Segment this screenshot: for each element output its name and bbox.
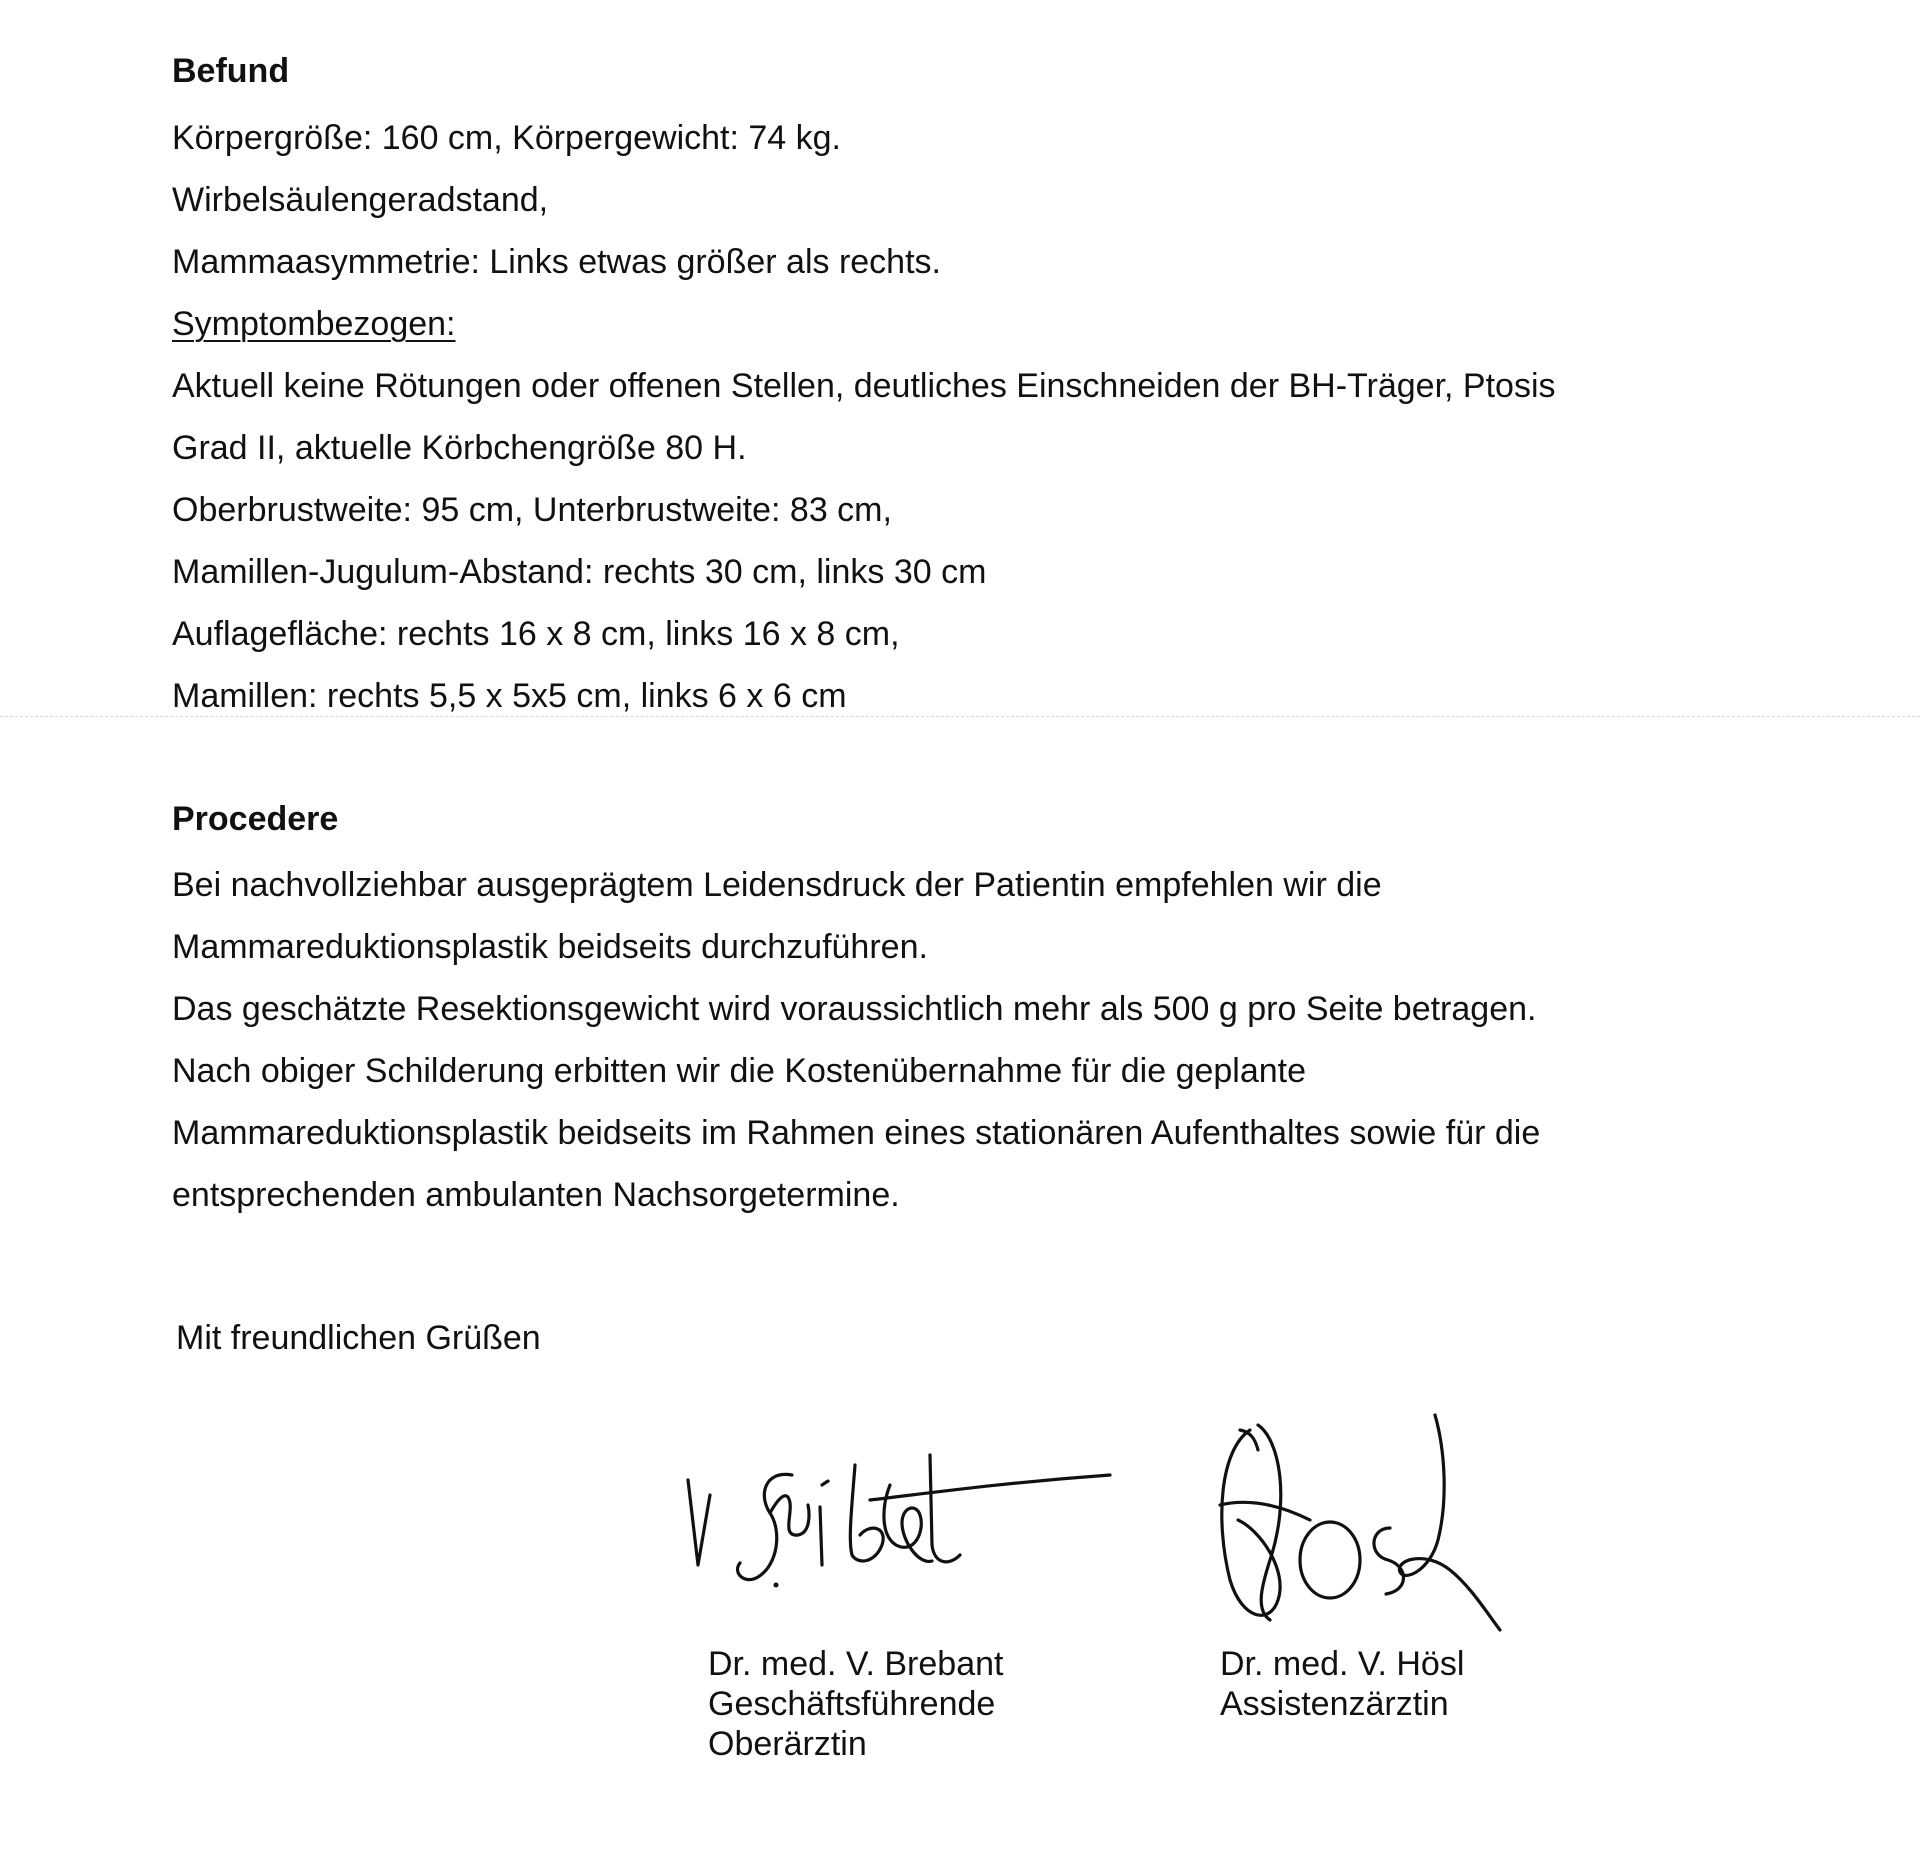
procedere-line: Nach obiger Schilderung erbitten wir die Kostenübernahme für die geplante	[172, 1052, 1307, 1090]
befund-lines	[172, 107, 1772, 727]
befund-line: Körpergröße: 160 cm, Körpergewicht: 74 kg.	[172, 119, 841, 157]
befund-line: Mamillen: rechts 5,5 x 5x5 cm, links 6 x 6 cm	[172, 677, 847, 715]
befund-section	[172, 52, 1772, 727]
signer-brebant	[708, 1644, 1003, 1764]
befund-line: Mammaasymmetrie: Links etwas größer als rechts.	[172, 243, 941, 281]
befund-line: Aktuell keine Rötungen oder offenen Stellen, deutliches Einschneiden der BH-Träger, Ptosis	[172, 367, 1556, 405]
procedere-line: entsprechenden ambulanten Nachsorgetermine.	[172, 1176, 900, 1214]
befund-line: Auflagefläche: rechts 16 x 8 cm, links 16 x 8 cm,	[172, 615, 900, 653]
symptom-subheading: Symptombezogen:	[172, 305, 456, 343]
procedere-line: Bei nachvollziehbar ausgeprägtem Leidensdruck der Patientin empfehlen wir die	[172, 866, 1382, 904]
signer-name: Dr. med. V. Brebant	[708, 1645, 1004, 1683]
signer-title: Assistenzärztin	[1220, 1685, 1449, 1723]
befund-line: Oberbrustweite: 95 cm, Unterbrustweite: 83 cm,	[172, 491, 892, 529]
procedere-section	[172, 800, 1772, 1226]
procedere-line: Mammareduktionsplastik beidseits im Rahmen eines stationären Aufenthaltes sowie für die	[172, 1114, 1541, 1152]
signature-hoesl	[1200, 1410, 1560, 1640]
closing-greeting: Mit freundlichen Grüßen	[176, 1319, 541, 1357]
signer-title: Oberärztin	[708, 1725, 867, 1763]
befund-heading: Befund	[172, 52, 290, 90]
signature-brebant	[670, 1445, 1120, 1600]
signer-hoesl	[1220, 1644, 1464, 1724]
befund-line: Grad II, aktuelle Körbchengröße 80 H.	[172, 429, 747, 467]
signer-name: Dr. med. V. Hösl	[1220, 1645, 1465, 1683]
procedere-line: Das geschätzte Resektionsgewicht wird voraussichtlich mehr als 500 g pro Seite betragen.	[172, 990, 1537, 1028]
procedere-lines	[172, 854, 1772, 1226]
procedere-line: Mammareduktionsplastik beidseits durchzuführen.	[172, 928, 928, 966]
befund-line: Mamillen-Jugulum-Abstand: rechts 30 cm, links 30 cm	[172, 553, 987, 591]
befund-line: Wirbelsäulengeradstand,	[172, 181, 549, 219]
procedere-heading: Procedere	[172, 800, 339, 838]
signer-title: Geschäftsführende	[708, 1685, 996, 1723]
